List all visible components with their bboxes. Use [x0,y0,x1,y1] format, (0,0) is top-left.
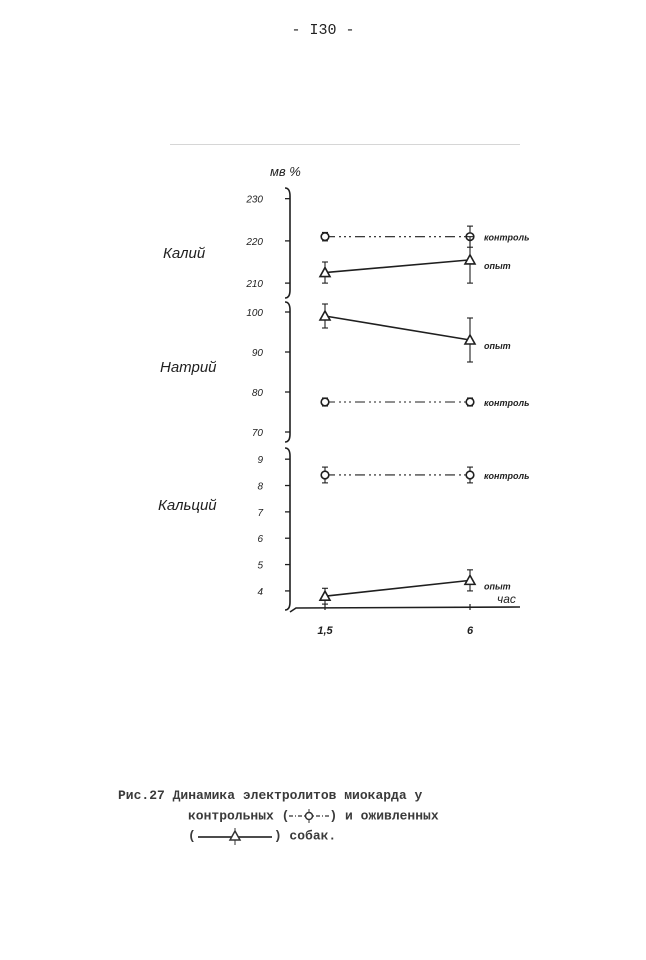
x-tick-label: 6 [466,625,474,637]
y-axis-segment [285,302,290,442]
y-tick-label: 100 [246,308,263,319]
caption-line-3b: ) собак. [273,828,337,844]
experiment-point [465,575,475,584]
figure-caption [118,786,558,846]
series-line [325,260,470,273]
series-label-control: контроль [484,470,530,481]
panel-3 [158,448,529,610]
y-tick-label: 70 [251,428,263,439]
series-line [325,316,470,340]
experiment-point [465,255,475,264]
control-point [466,398,474,406]
y-tick-label: 9 [257,455,263,467]
y-tick-label: 8 [257,481,263,493]
caption-line-1: Динамика электролитов миокарда у [172,788,423,803]
y-tick-label: 80 [251,388,263,399]
control-point [321,471,329,479]
y-tick-label: 220 [246,236,263,248]
x-tick-label: 1,5 [317,625,333,637]
y-unit-label: мв % [270,164,301,179]
panel-label: Кальций [158,497,217,514]
panel-1 [163,188,529,298]
control-point [321,398,329,406]
y-tick-label: 210 [246,279,263,291]
caption-line-2a: контрольных ( [188,808,290,824]
y-tick-label: 6 [257,534,263,546]
y-tick-label: 5 [257,560,263,572]
series-label-experiment: опыт [484,260,511,271]
x-unit-label: час [497,592,516,606]
experiment-point [320,311,330,320]
series-label-experiment: опыт [484,341,511,351]
panel-2 [160,302,529,442]
series-label-control: контроль [484,398,530,408]
series-label-control: контроль [484,232,530,243]
caption-line-2b: ) и оживленных [329,808,439,824]
y-tick-label: 90 [251,348,263,359]
y-tick-label: 230 [246,194,263,206]
legend-experiment-symbol [196,826,274,846]
y-axis-segment [285,188,290,298]
series-line [325,580,470,596]
control-point [466,471,474,479]
caption-prefix: Рис.27 [118,788,165,803]
y-tick-label: 7 [257,507,263,519]
legend-control-symbol [289,806,329,826]
panel-label: Калий [163,245,206,262]
y-tick-label: 4 [257,586,263,598]
series-label-experiment: опыт [484,581,511,592]
page-number: - I30 - [291,22,355,39]
chart-panels [158,188,529,610]
y-axis-segment [285,448,290,610]
panel-label: Натрий [160,359,217,376]
control-point [321,233,329,241]
caption-line-3a: ( [188,828,196,844]
